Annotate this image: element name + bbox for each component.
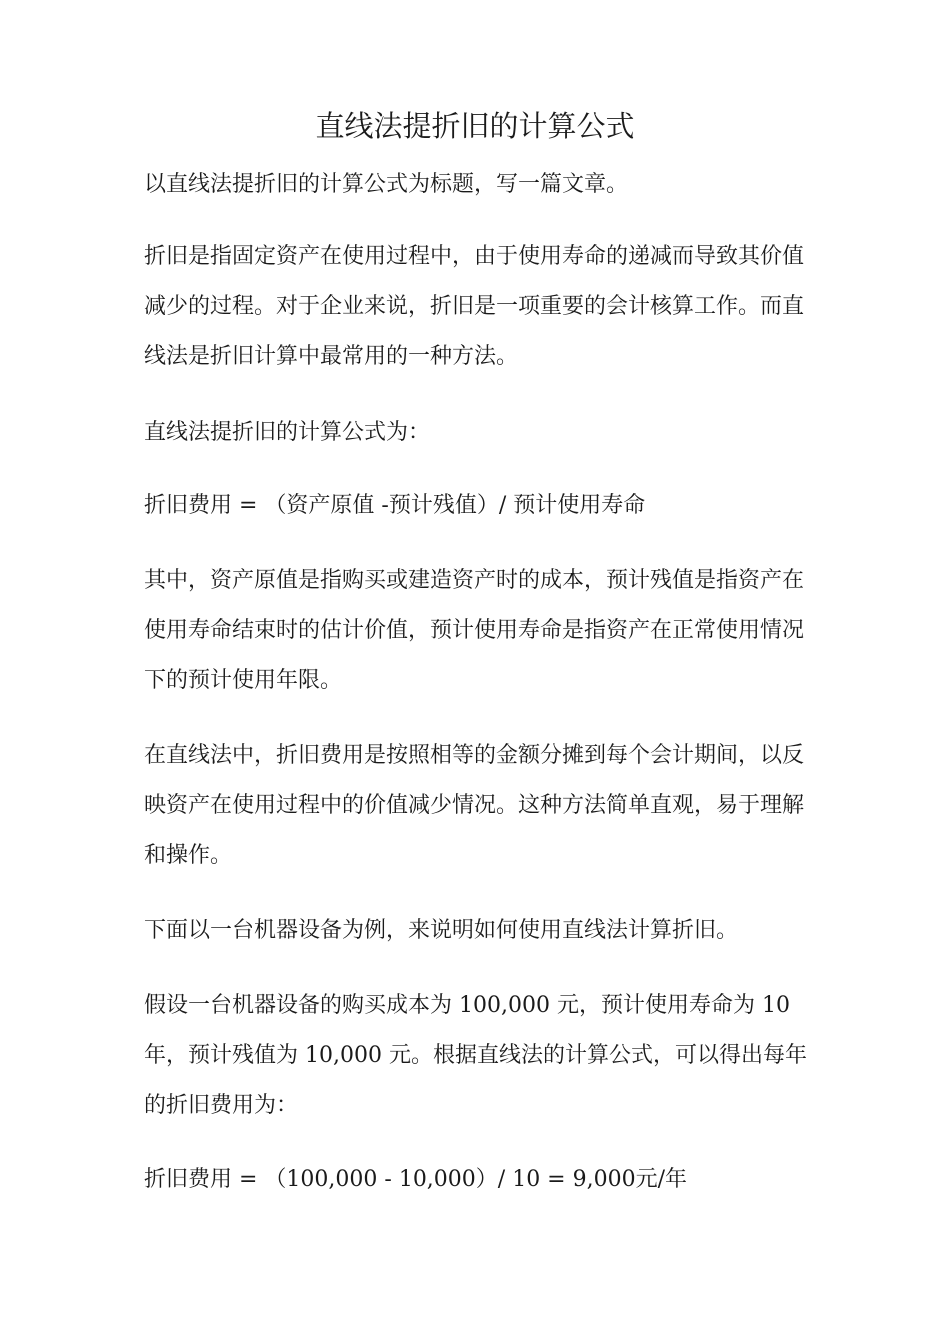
formula-intro-paragraph: 直线法提折旧的计算公式为： (144, 420, 431, 445)
example-assumption-paragraph: 假设一台机器设备的购买成本为 100,000 元，预计使用寿命为 10 年，预计残值为 10,000 元。根据直线法的计算公式，可以得出每年的折旧费用为： (144, 993, 807, 1118)
method-description-paragraph: 在直线法中，折旧费用是按照相等的金额分摊到每个会计期间，以反映资产在使用过程中的价值减少情况。这种方法简单直观，易于理解和操作。 (144, 743, 805, 868)
example-intro-paragraph: 下面以一台机器设备为例，来说明如何使用直线法计算折旧。 (144, 918, 739, 943)
depreciation-definition-paragraph: 折旧是指固定资产在使用过程中，由于使用寿命的递减而导致其价值减少的过程。对于企业来说，折旧是一项重要的会计核算工作。而直线法是折旧计算中最常用的一种方法。 (144, 244, 805, 369)
formula-paragraph: 折旧费用 = （资产原值 -预计残值）/ 预计使用寿命 (144, 493, 646, 518)
intro-paragraph: 以直线法提折旧的计算公式为标题，写一篇文章。 (144, 172, 629, 197)
example-result-paragraph: 折旧费用 = （100,000 - 10,000）/ 10 = 9,000元/年 (144, 1167, 688, 1192)
document-title: 直线法提折旧的计算公式 (315, 109, 635, 143)
terms-explanation-paragraph: 其中，资产原值是指购买或建造资产时的成本，预计残值是指资产在使用寿命结束时的估计价值，预计使用寿命是指资产在正常使用情况下的预计使用年限。 (144, 568, 805, 693)
